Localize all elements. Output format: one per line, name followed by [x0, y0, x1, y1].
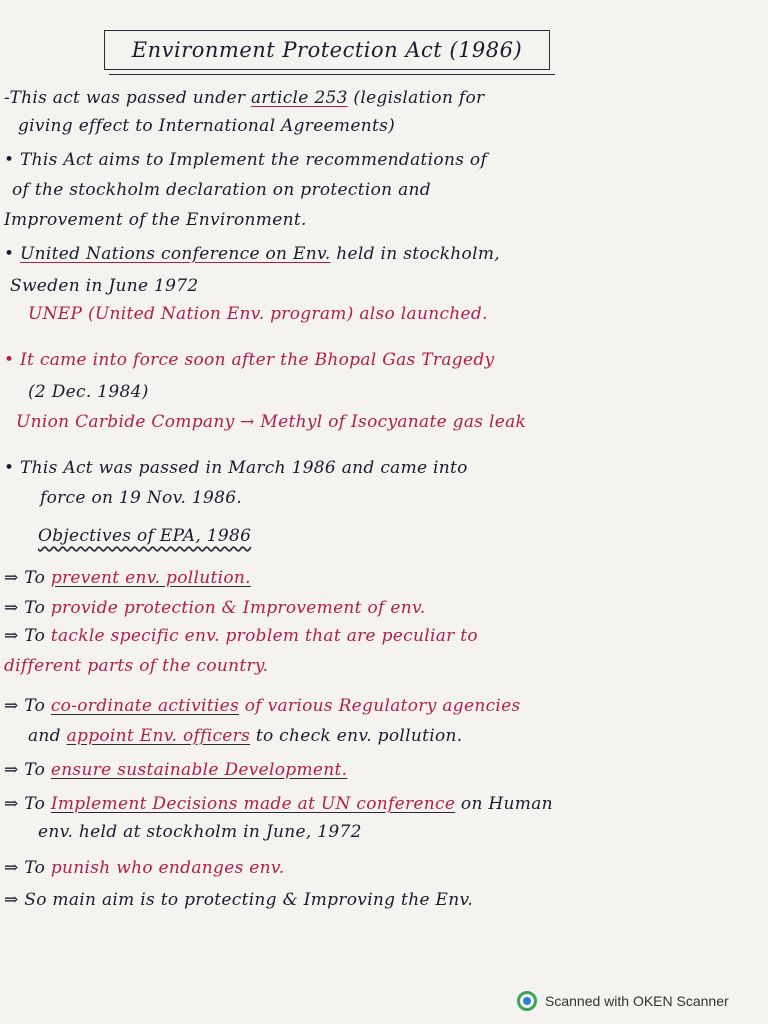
- note-highlight: punish who endanges env.: [50, 858, 285, 878]
- objective-item: [4, 626, 478, 646]
- note-highlight: article 253: [251, 88, 348, 108]
- objective-item: [4, 598, 426, 618]
- note-text: and: [28, 726, 61, 746]
- arrow-marker: ⇒ To: [4, 760, 46, 780]
- note-highlight: ensure sustainable Development.: [50, 760, 348, 780]
- objective-item: [4, 696, 521, 716]
- title-box: [104, 30, 550, 70]
- arrow-marker: ⇒ To: [4, 598, 46, 618]
- note-line: different parts of the country.: [4, 656, 269, 676]
- note-text: • It came into: [4, 350, 128, 370]
- footer-label: Scanned with OKEN Scanner: [545, 993, 729, 1009]
- note-text: -This act was passed under: [4, 88, 246, 108]
- oken-scanner-logo-icon: [517, 991, 537, 1011]
- note-highlight: Implement Decisions made at UN conference: [50, 794, 456, 814]
- note-line: Improvement of the Environment.: [4, 210, 307, 230]
- note-line: [4, 244, 500, 264]
- note-line: [4, 350, 494, 370]
- note-highlight: co-ordinate activities: [50, 696, 240, 716]
- note-text: held in stockholm,: [336, 244, 500, 264]
- arrow-marker: ⇒ To: [4, 568, 46, 588]
- note-line: ⇒ So main aim is to protecting & Improving the Env.: [4, 890, 474, 910]
- scanner-footer: [517, 990, 729, 1012]
- note-highlight: provide protection & Improvement of env.: [50, 598, 426, 618]
- note-highlight: United Nations conference on Env.: [20, 244, 331, 264]
- arrow-marker: ⇒ To: [4, 858, 46, 878]
- note-line: [28, 726, 462, 746]
- note-line: of the stockholm declaration on protection and: [12, 180, 431, 200]
- note-line: UNEP (United Nation Env. program) also launched.: [28, 304, 488, 324]
- arrow-marker: ⇒ To: [4, 696, 46, 716]
- note-highlight: prevent env. pollution.: [50, 568, 251, 588]
- note-text: (legislation for: [353, 88, 485, 108]
- section-heading: Objectives of EPA, 1986: [38, 526, 252, 546]
- note-line: (2 Dec. 1984): [28, 382, 149, 402]
- note-line: • This Act aims to Implement the recommendations of: [4, 150, 488, 170]
- objective-item: [4, 858, 285, 878]
- arrow-marker: ⇒ To: [4, 626, 46, 646]
- note-line: Union Carbide Company → Methyl of Isocyanate gas leak: [16, 412, 527, 432]
- note-line: • This Act was passed in March 1986 and came into: [4, 458, 468, 478]
- note-highlight: force: [133, 350, 179, 370]
- note-highlight: tackle specific env. problem that are peculiar to: [50, 626, 478, 646]
- note-line: env. held at stockholm in June, 1972: [38, 822, 362, 842]
- note-line: Sweden in June 1972: [10, 276, 199, 296]
- objective-item: [4, 794, 553, 814]
- note-text: on Human: [460, 794, 553, 814]
- page-title: Environment Protection Act (1986): [131, 38, 523, 62]
- note-line: giving effect to International Agreements): [18, 116, 396, 136]
- note-line: force on 19 Nov. 1986.: [40, 488, 243, 508]
- note-text: of various Regulatory agencies: [244, 696, 521, 716]
- note-highlight: appoint Env. officers: [66, 726, 251, 746]
- note-text: •: [4, 244, 15, 264]
- note-text: soon after the Bhopal Gas Tragedy: [184, 350, 495, 370]
- note-text: to check env. pollution.: [255, 726, 463, 746]
- note-line: [4, 88, 484, 108]
- arrow-marker: ⇒ To: [4, 794, 46, 814]
- objective-item: [4, 568, 251, 588]
- objective-item: [4, 760, 347, 780]
